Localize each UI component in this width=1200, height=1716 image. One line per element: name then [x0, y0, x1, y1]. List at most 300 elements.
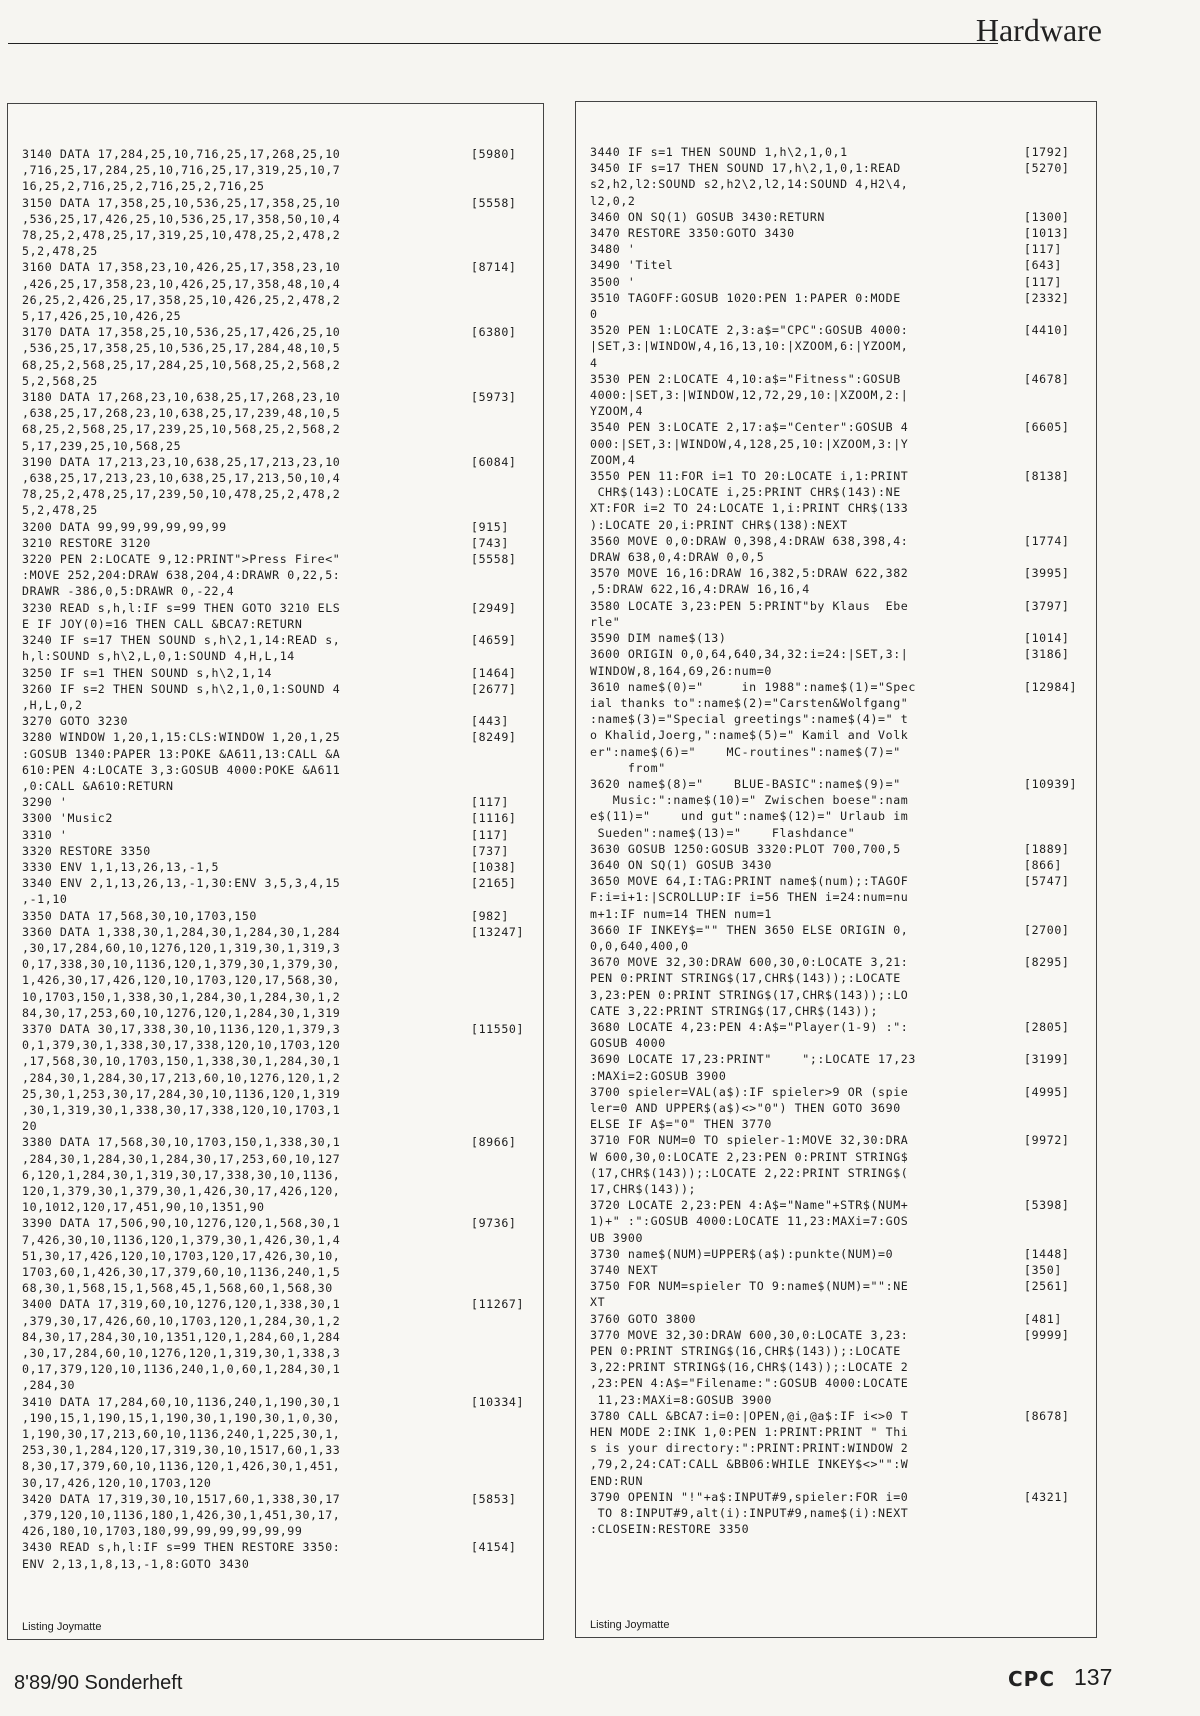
checksum: [117]: [471, 827, 509, 842]
code-text: 3720 LOCATE 2,23:PEN 4:A$="Name"+STR$(NUM+: [590, 1198, 909, 1213]
code-text: rle": [590, 614, 621, 629]
code-line: [590, 646, 1090, 662]
code-line: [590, 938, 1090, 954]
checksum: [5973]: [471, 390, 517, 405]
code-line: [22, 1361, 537, 1377]
code-text: 3410 DATA 17,284,60,10,1136,240,1,190,30,1: [22, 1394, 341, 1409]
code-line: [22, 989, 537, 1005]
code-text: 3530 PEN 2:LOCATE 4,10:a$="Fitness":GOSUB: [590, 371, 901, 386]
checksum: [443]: [471, 714, 509, 729]
code-line: [22, 1037, 537, 1053]
code-text: 3350 DATA 17,568,30,10,1703,150: [22, 908, 257, 923]
code-line: [590, 1035, 1090, 1051]
code-line: [590, 1116, 1090, 1132]
code-line: [590, 1408, 1090, 1424]
code-text: DRAW 638,0,4:DRAW 0,0,5: [590, 550, 765, 565]
code-line: [22, 843, 537, 859]
code-line: [22, 1280, 537, 1296]
code-text: 4: [590, 355, 598, 370]
checksum: [11550]: [471, 1021, 525, 1036]
listing-caption-right: Listing Joymatte: [590, 1619, 670, 1631]
code-text: 1)+" :":GOSUB 4000:LOCATE 11,23:MAXi=7:GOS: [590, 1214, 909, 1229]
code-text: 3690 LOCATE 17,23:PRINT" ";:LOCATE 17,23: [590, 1052, 916, 1067]
code-text: 3650 MOVE 64,I:TAG:PRINT name$(num);:TAGOF: [590, 874, 909, 889]
code-text: 3340 ENV 2,1,13,26,13,-1,30:ENV 3,5,3,4,15: [22, 876, 341, 891]
code-line: [590, 1132, 1090, 1148]
issue-label: 8'89/90 Sonderheft: [14, 1672, 183, 1694]
code-line: [22, 940, 537, 956]
code-line: [22, 810, 537, 826]
code-text: 3760 GOTO 3800: [590, 1311, 697, 1326]
code-line: [590, 371, 1090, 387]
code-text: 3240 IF s=17 THEN SOUND s,h\2,1,14:READ s,: [22, 633, 341, 648]
code-line: [590, 241, 1090, 257]
code-text: 68,25,2,568,25,17,284,25,10,568,25,2,568,2: [22, 357, 341, 372]
code-text: 3620 name$(8)=" BLUE-BASIC":name$(9)=": [590, 776, 901, 791]
code-text: 0,17,379,120,10,1136,240,1,0,60,1,284,30,1: [22, 1362, 341, 1377]
code-text: 3300 'Music2: [22, 811, 113, 826]
code-line: [590, 1278, 1090, 1294]
code-text: 3610 name$(0)=" in 1988":name$(1)="Spec: [590, 679, 916, 694]
code-line: [590, 1068, 1090, 1084]
code-line: [590, 176, 1090, 192]
code-line: [590, 160, 1090, 176]
checksum: [3797]: [1024, 598, 1070, 613]
code-text: 120,1,379,30,1,379,30,1,426,30,17,426,120,: [22, 1184, 341, 1198]
code-line: [590, 1246, 1090, 1262]
code-text: :CLOSEIN:RESTORE 3350: [590, 1522, 750, 1537]
code-text: 3510 TAGOFF:GOSUB 1020:PEN 1:PAPER 0:MODE: [590, 290, 901, 305]
code-line: [22, 1345, 537, 1361]
checksum: [3186]: [1024, 647, 1070, 662]
checksum: [117]: [1024, 274, 1062, 289]
code-text: 3430 READ s,h,l:IF s=99 THEN RESTORE 3350:: [22, 1540, 341, 1555]
code-text: from": [590, 760, 666, 775]
code-text: 3260 IF s=2 THEN SOUND s,h\2,1,0,1:SOUND 4: [22, 681, 341, 696]
code-line: [590, 1051, 1090, 1067]
checksum: [8714]: [471, 260, 517, 275]
checksum: [11267]: [471, 1297, 525, 1312]
code-text: END:RUN: [590, 1473, 644, 1488]
code-line: [22, 470, 537, 486]
code-text: 3460 ON SQ(1) GOSUB 3430:RETURN: [590, 209, 825, 224]
page-number: 137: [1074, 1664, 1113, 1690]
code-line: [590, 1019, 1090, 1035]
code-text: 3250 IF s=1 THEN SOUND s,h\2,1,14: [22, 665, 273, 680]
code-text: 3780 CALL &BCA7:i=0:|OPEN,@i,@a$:IF i<>0 T: [590, 1408, 909, 1423]
code-text: 3370 DATA 30,17,338,30,10,1136,120,1,379,3: [22, 1021, 341, 1036]
checksum: [4678]: [1024, 371, 1070, 386]
code-line: [22, 778, 537, 794]
code-line: [22, 438, 537, 454]
code-text: ,H,L,0,2: [22, 697, 83, 712]
code-line: [22, 340, 537, 356]
code-line: [22, 665, 537, 681]
code-text: 3640 ON SQ(1) GOSUB 3430: [590, 857, 772, 872]
code-line: [590, 906, 1090, 922]
code-line: [22, 1086, 537, 1102]
code-text: ELSE IF A$="0" THEN 3770: [590, 1117, 772, 1132]
code-line: [22, 276, 537, 292]
code-line: [22, 1151, 537, 1167]
listing-left: [22, 146, 537, 1572]
code-line: [590, 711, 1090, 727]
code-line: [22, 405, 537, 421]
code-line: [22, 195, 537, 211]
checksum: [8249]: [471, 730, 517, 745]
code-line: [22, 373, 537, 389]
code-line: [590, 663, 1090, 679]
code-text: 3230 READ s,h,l:IF s=99 THEN GOTO 3210 ELS: [22, 600, 341, 615]
code-line: [590, 1213, 1090, 1229]
checksum: [4321]: [1024, 1489, 1070, 1504]
code-text: ler=0 AND UPPER$(a$)<>"0") THEN GOTO 3690: [590, 1100, 901, 1115]
code-line: [590, 1165, 1090, 1181]
code-text: 3450 IF s=17 THEN SOUND 17,h\2,1,0,1:READ: [590, 161, 901, 176]
code-line: [22, 1264, 537, 1280]
code-line: [590, 1489, 1090, 1505]
code-line: [22, 729, 537, 745]
code-line: [22, 1118, 537, 1134]
code-text: 3330 ENV 1,1,13,26,13,-1,5: [22, 859, 220, 874]
code-line: [590, 403, 1090, 419]
code-line: [590, 1327, 1090, 1343]
code-text: ,23:PEN 4:A$="Filename:":GOSUB 4000:LOCATE: [590, 1376, 909, 1391]
code-line: [22, 762, 537, 778]
code-line: [22, 891, 537, 907]
code-line: [22, 794, 537, 810]
code-line: [590, 290, 1090, 306]
code-text: 5,2,478,25: [22, 244, 98, 259]
code-line: [590, 1456, 1090, 1472]
code-text: :MAXi=2:GOSUB 3900: [590, 1068, 727, 1083]
code-text: 3270 GOTO 3230: [22, 714, 129, 729]
code-text: 3480 ': [590, 242, 636, 257]
code-line: [590, 1100, 1090, 1116]
code-line: [590, 1505, 1090, 1521]
code-text: 3600 ORIGIN 0,0,64,640,34,32:i=24:|SET,3:|: [590, 647, 909, 662]
code-line: [590, 1084, 1090, 1100]
code-text: :name$(3)="Special greetings":name$(4)=" t: [590, 712, 909, 727]
code-text: m+1:IF num=14 THEN num=1: [590, 906, 772, 921]
code-text: ,638,25,17,268,23,10,638,25,17,239,48,10,5: [22, 406, 341, 421]
code-text: 3380 DATA 17,568,30,10,1703,150,1,338,30,1: [22, 1135, 341, 1150]
code-line: [22, 632, 537, 648]
code-line: [22, 1442, 537, 1458]
checksum: [2700]: [1024, 922, 1070, 937]
checksum: [5853]: [471, 1491, 517, 1506]
code-text: ,-1,10: [22, 892, 68, 907]
code-line: [22, 211, 537, 227]
code-line: [22, 1183, 537, 1199]
code-line: [22, 972, 537, 988]
code-text: CHR$(143):LOCATE i,25:PRINT CHR$(143):NE: [590, 485, 901, 500]
code-text: ,536,25,17,358,25,10,536,25,17,284,48,10,5: [22, 341, 341, 356]
checksum: [4659]: [471, 633, 517, 648]
code-line: [590, 873, 1090, 889]
code-text: ,30,1,319,30,1,338,30,17,338,120,10,1703,1: [22, 1102, 341, 1117]
code-line: [22, 292, 537, 308]
code-line: [590, 517, 1090, 533]
code-line: [22, 421, 537, 437]
code-line: [22, 648, 537, 664]
code-text: 3740 NEXT: [590, 1263, 659, 1278]
checksum: [5558]: [471, 195, 517, 210]
code-line: [590, 565, 1090, 581]
checksum: [915]: [471, 519, 509, 534]
code-text: ENV 2,13,1,8,13,-1,8:GOTO 3430: [22, 1556, 250, 1571]
code-text: 10,1703,150,1,338,30,1,284,30,1,284,30,1,2: [22, 989, 341, 1004]
code-text: 68,25,2,568,25,17,239,25,10,568,25,2,568,2: [22, 422, 341, 437]
code-text: 20: [22, 1119, 38, 1134]
code-line: [22, 875, 537, 891]
code-line: [22, 746, 537, 762]
checksum: [1300]: [1024, 209, 1070, 224]
code-text: 3,22:PRINT STRING$(16,CHR$(143));:LOCATE 2: [590, 1360, 909, 1375]
listing-box-right: [575, 101, 1097, 1638]
code-line: [22, 908, 537, 924]
code-text: 5,17,239,25,10,568,25: [22, 438, 182, 453]
code-text: GOSUB 4000: [590, 1036, 666, 1051]
code-text: 3150 DATA 17,358,25,10,536,25,17,358,25,10: [22, 195, 341, 210]
code-line: [22, 1215, 537, 1231]
checksum: [743]: [471, 535, 509, 550]
code-line: [22, 1005, 537, 1021]
code-text: 3170 DATA 17,358,25,10,536,25,17,426,25,10: [22, 325, 341, 340]
code-text: ial thanks to":name$(2)="Carsten&Wolfgang": [590, 695, 909, 710]
checksum: [1014]: [1024, 631, 1070, 646]
code-line: [590, 452, 1090, 468]
code-text: 3520 PEN 1:LOCATE 2,3:a$="CPC":GOSUB 4000:: [590, 323, 909, 338]
code-text: 1,426,30,17,426,120,10,1703,120,17,568,30,: [22, 973, 341, 988]
code-text: s2,h2,l2:SOUND s2,h2\2,l2,14:SOUND 4,H2\4,: [590, 177, 909, 192]
code-line: [22, 389, 537, 405]
code-line: [590, 1521, 1090, 1537]
code-line: [22, 1410, 537, 1426]
header-rule: [8, 43, 998, 44]
code-text: 5,2,568,25: [22, 373, 98, 388]
code-line: [22, 1313, 537, 1329]
checksum: [2677]: [471, 681, 517, 696]
code-line: [22, 454, 537, 470]
code-line: [22, 357, 537, 373]
section-title: Hardware: [975, 12, 1102, 48]
checksum: [6605]: [1024, 420, 1070, 435]
code-text: 78,25,2,478,25,17,239,50,10,478,25,2,478,2: [22, 487, 341, 502]
code-line: [22, 146, 537, 162]
checksum: [2332]: [1024, 290, 1070, 305]
code-line: [590, 533, 1090, 549]
code-text: 3280 WINDOW 1,20,1,15:CLS:WINDOW 1,20,1,25: [22, 730, 341, 745]
code-text: ):LOCATE 20,i:PRINT CHR$(138):NEXT: [590, 517, 848, 532]
code-line: [590, 1311, 1090, 1327]
code-text: ,379,120,10,1136,180,1,426,30,1,451,30,17,: [22, 1508, 341, 1523]
code-text: 8,30,17,379,60,10,1136,120,1,426,30,1,451,: [22, 1459, 341, 1474]
code-line: [22, 162, 537, 178]
code-text: 6,120,1,284,30,1,319,30,17,338,30,10,1136,: [22, 1167, 341, 1182]
code-text: 3570 MOVE 16,16:DRAW 16,382,5:DRAW 622,382: [590, 566, 909, 581]
code-line: [590, 1375, 1090, 1391]
code-text: 84,30,17,284,30,10,1351,120,1,284,60,1,284: [22, 1329, 341, 1344]
code-line: [22, 308, 537, 324]
code-text: 10,1012,120,17,451,90,10,1351,90: [22, 1200, 265, 1215]
code-text: 0,17,338,30,10,1136,120,1,379,30,1,379,30,: [22, 957, 341, 972]
code-line: [590, 744, 1090, 760]
code-text: 25,30,1,253,30,17,284,30,10,1136,120,1,319: [22, 1086, 341, 1101]
code-text: 3680 LOCATE 4,23:PEN 4:A$="Player(1-9) :":: [590, 1019, 909, 1034]
code-line: [590, 468, 1090, 484]
code-text: 1,190,30,17,213,60,10,1136,240,1,225,30,1,: [22, 1427, 341, 1442]
checksum: [5270]: [1024, 161, 1070, 176]
code-text: 3,23:PEN 0:PRINT STRING$(17,CHR$(143));:LO: [590, 987, 909, 1002]
checksum: [4154]: [471, 1540, 517, 1555]
code-line: [22, 259, 537, 275]
code-line: [22, 616, 537, 632]
code-text: (17,CHR$(143));:LOCATE 2,22:PRINT STRING$(: [590, 1165, 909, 1180]
code-text: 3290 ': [22, 795, 68, 810]
code-text: 17,CHR$(143));: [590, 1182, 697, 1196]
code-line: [22, 227, 537, 243]
checksum: [350]: [1024, 1263, 1062, 1278]
code-text: 3440 IF s=1 THEN SOUND 1,h\2,1,0,1: [590, 145, 848, 159]
code-text: 3670 MOVE 32,30:DRAW 600,30,0:LOCATE 3,21:: [590, 955, 909, 970]
checksum: [1038]: [471, 859, 517, 874]
code-text: |SET,3:|WINDOW,4,16,13,10:|XZOOM,6:|YZOOM,: [590, 339, 909, 354]
code-text: ,638,25,17,213,23,10,638,25,17,213,50,10,4: [22, 471, 341, 486]
code-text: 84,30,17,253,60,10,1276,120,1,284,30,1,319: [22, 1005, 341, 1020]
code-text: 3140 DATA 17,284,25,10,716,25,17,268,25,10: [22, 147, 341, 161]
code-text: 11,23:MAXi=8:GOSUB 3900: [590, 1392, 772, 1407]
code-text: TO 8:INPUT#9,alt(i):INPUT#9,name$(i):NEXT: [590, 1506, 909, 1521]
code-text: ,284,30: [22, 1378, 76, 1393]
code-text: 3320 RESTORE 3350: [22, 843, 151, 858]
code-text: 3420 DATA 17,319,30,10,1517,60,1,338,30,17: [22, 1491, 341, 1506]
code-text: 3730 name$(NUM)=UPPER$(a$):punkte(NUM)=0: [590, 1246, 894, 1261]
code-line: [590, 500, 1090, 516]
checksum: [2805]: [1024, 1019, 1070, 1034]
code-line: [590, 581, 1090, 597]
code-line: [590, 355, 1090, 371]
code-text: 3580 LOCATE 3,23:PEN 5:PRINT"by Klaus Ebe: [590, 598, 909, 613]
code-line: [22, 1070, 537, 1086]
code-text: 0: [590, 307, 598, 322]
code-text: s is your directory:":PRINT:PRINT:WINDOW 2: [590, 1441, 909, 1456]
checksum: [5747]: [1024, 874, 1070, 889]
code-line: [22, 1134, 537, 1150]
code-line: [22, 697, 537, 713]
checksum: [10939]: [1024, 776, 1078, 791]
code-text: F:i=i+1:|SCROLLUP:IF i=56 THEN i=24:num=nu: [590, 890, 909, 905]
checksum: [866]: [1024, 857, 1062, 872]
code-text: 426,180,10,1703,180,99,99,99,99,99,99: [22, 1524, 303, 1539]
code-line: [590, 808, 1090, 824]
code-text: ZOOM,4: [590, 452, 636, 467]
code-text: PEN 0:PRINT STRING$(16,CHR$(143));:LOCATE: [590, 1344, 901, 1359]
code-text: DRAWR -386,0,5:DRAWR 0,-22,4: [22, 584, 235, 599]
code-text: ,190,15,1,190,15,1,190,30,1,190,30,1,0,30,: [22, 1410, 341, 1425]
code-text: o Khalid,Joerg,":name$(5)=" Kamil and Volk: [590, 728, 909, 743]
code-text: 3400 DATA 17,319,60,10,1276,120,1,338,30,1: [22, 1297, 341, 1312]
listing-box-left: [7, 103, 544, 1640]
code-line: [590, 436, 1090, 452]
code-text: 3390 DATA 17,506,90,10,1276,120,1,568,30,1: [22, 1216, 341, 1231]
code-text: Music:":name$(10)=" Zwischen boese":nam: [590, 793, 909, 808]
code-line: [22, 827, 537, 843]
checksum: [1889]: [1024, 841, 1070, 856]
code-line: [590, 1392, 1090, 1408]
code-text: 0,0,640,400,0: [590, 938, 689, 953]
checksum: [8678]: [1024, 1408, 1070, 1423]
code-text: 3710 FOR NUM=0 TO spieler-1:MOVE 32,30:DRA: [590, 1133, 909, 1148]
code-line: [590, 549, 1090, 565]
code-line: [590, 776, 1090, 792]
code-text: XT:FOR i=2 TO 24:LOCATE 1,i:PRINT CHR$(133: [590, 501, 909, 516]
code-line: [590, 274, 1090, 290]
code-line: [590, 1262, 1090, 1278]
code-line: [590, 825, 1090, 841]
code-text: :MOVE 252,204:DRAW 638,204,4:DRAWR 0,22,5:: [22, 568, 341, 583]
code-text: 3200 DATA 99,99,99,99,99,99: [22, 519, 227, 534]
code-line: [590, 889, 1090, 905]
checksum: [4410]: [1024, 323, 1070, 338]
code-text: ,30,17,284,60,10,1276,120,1,319,30,1,319,3: [22, 940, 341, 955]
checksum: [5558]: [471, 552, 517, 567]
code-line: [22, 502, 537, 518]
code-line: [590, 1230, 1090, 1246]
code-text: ,379,30,17,426,60,10,1703,120,1,284,30,1,2: [22, 1313, 341, 1328]
code-line: [590, 1003, 1090, 1019]
checksum: [9972]: [1024, 1133, 1070, 1148]
checksum: [1116]: [471, 811, 517, 826]
listing-right: [590, 144, 1090, 1537]
code-text: 3770 MOVE 32,30:DRAW 600,30,0:LOCATE 3,23:: [590, 1327, 909, 1342]
code-line: [590, 209, 1090, 225]
checksum: [8295]: [1024, 955, 1070, 970]
code-line: [22, 1102, 537, 1118]
code-line: [590, 484, 1090, 500]
checksum: [643]: [1024, 258, 1062, 273]
code-line: [22, 486, 537, 502]
code-line: [22, 1458, 537, 1474]
code-line: [22, 1556, 537, 1572]
code-text: 000:|SET,3:|WINDOW,4,128,25,10:|XZOOM,3:|Y: [590, 436, 909, 451]
code-line: [22, 859, 537, 875]
checksum: [6380]: [471, 325, 517, 340]
checksum: [8138]: [1024, 469, 1070, 484]
code-line: [590, 1440, 1090, 1456]
code-text: 5,2,478,25: [22, 503, 98, 518]
code-line: [590, 1424, 1090, 1440]
code-text: ,17,568,30,10,1703,150,1,338,30,1,284,30,1: [22, 1054, 341, 1069]
code-line: [22, 1167, 537, 1183]
code-text: UB 3900: [590, 1230, 644, 1245]
code-text: 1703,60,1,426,30,17,379,60,10,1136,240,1,5: [22, 1265, 341, 1280]
code-line: [22, 1394, 537, 1410]
code-text: 3490 'Titel: [590, 258, 674, 273]
code-line: [590, 322, 1090, 338]
code-line: [590, 1181, 1090, 1197]
code-line: [22, 1199, 537, 1215]
code-line: [590, 987, 1090, 1003]
code-text: CATE 3,22:PRINT STRING$(17,CHR$(143));: [590, 1003, 879, 1018]
code-line: [590, 225, 1090, 241]
checksum: [10334]: [471, 1394, 525, 1409]
checksum: [1013]: [1024, 226, 1070, 241]
code-line: [22, 1491, 537, 1507]
code-line: [590, 679, 1090, 695]
code-line: [22, 243, 537, 259]
code-line: [590, 387, 1090, 403]
